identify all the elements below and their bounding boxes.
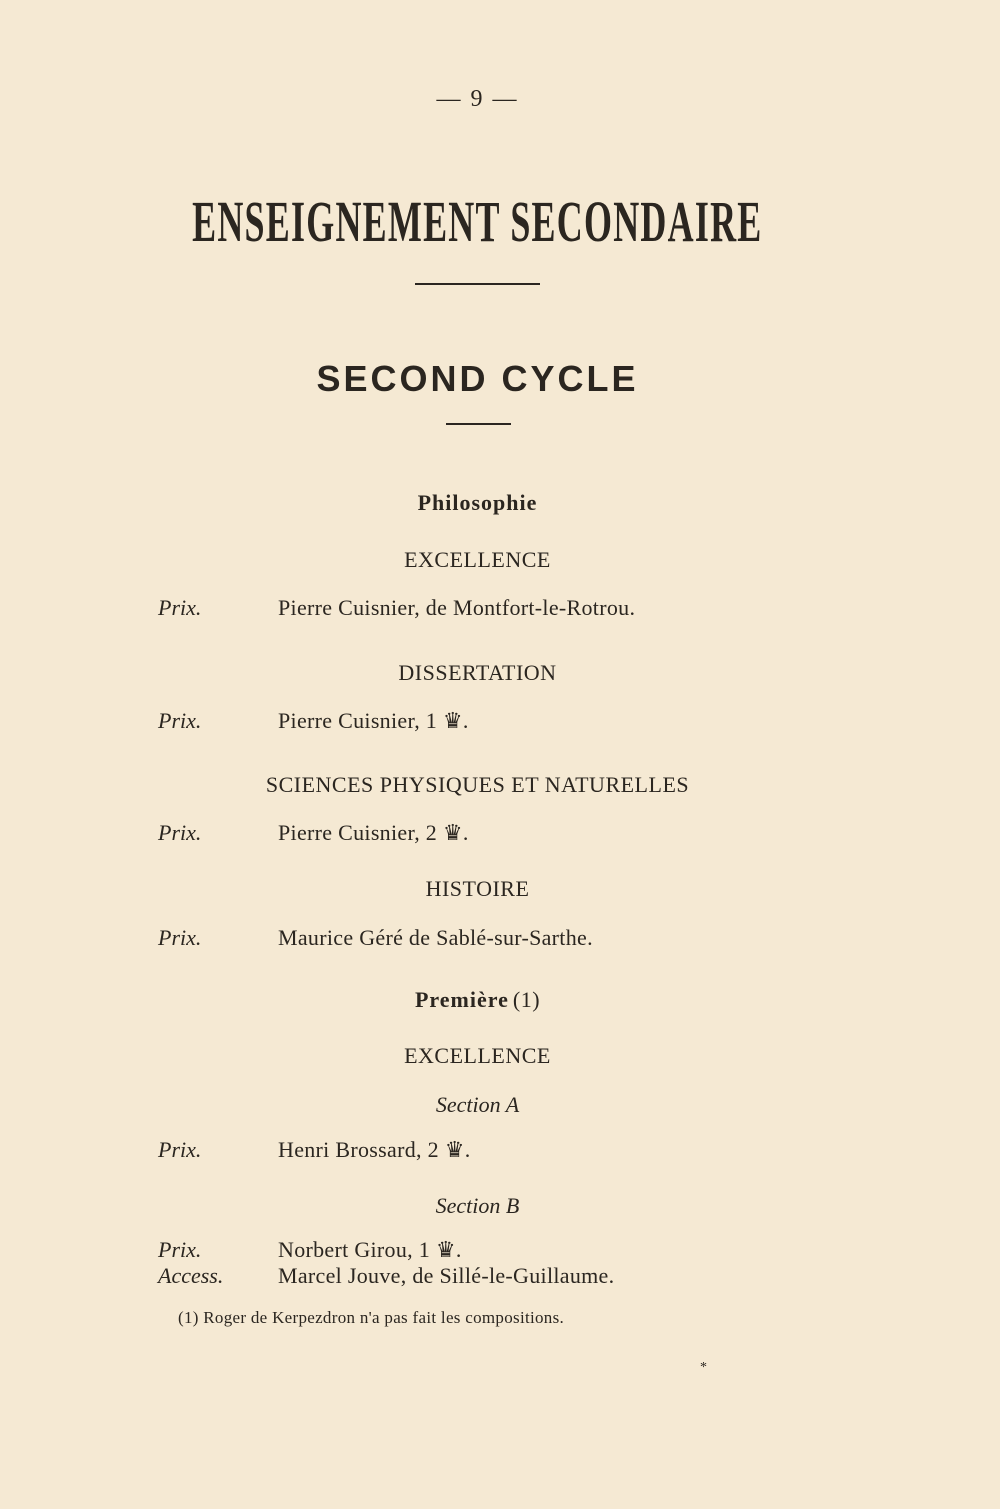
award-label: Access. xyxy=(158,1263,224,1288)
award-recipient: Pierre Cuisnier, 2 ♛. xyxy=(278,820,469,845)
award-label: Prix. xyxy=(158,925,202,950)
award-recipient: Norbert Girou, 1 ♛. xyxy=(278,1237,462,1262)
section-b-title: Section B xyxy=(435,1193,520,1218)
award-recipient: Maurice Géré de Sablé-sur-Sarthe. xyxy=(278,925,593,950)
class-heading-premiere-line xyxy=(0,987,955,1013)
award-label: Prix. xyxy=(158,595,202,620)
award-recipient: Pierre Cuisnier, de Montfort-le-Rotrou. xyxy=(278,595,636,620)
category-histoire: HISTOIRE xyxy=(425,876,530,901)
cycle-divider xyxy=(446,423,511,425)
cycle-title: SECOND CYCLE xyxy=(316,358,639,399)
class-heading-philosophie: Philosophie xyxy=(417,490,538,515)
award-recipient: Marcel Jouve, de Sillé-le-Guillaume. xyxy=(278,1263,615,1288)
category-excellence: EXCELLENCE xyxy=(404,1043,551,1068)
award-label: Prix. xyxy=(158,820,202,845)
section-a-title: Section A xyxy=(435,1092,520,1117)
award-label: Prix. xyxy=(158,708,202,733)
award-recipient: Henri Brossard, 2 ♛. xyxy=(278,1137,471,1162)
category-excellence: EXCELLENCE xyxy=(404,547,551,572)
class-heading-premiere: Première xyxy=(414,987,509,1012)
footnote: (1) Roger de Kerpezdron n'a pas fait les compositions. xyxy=(178,1308,565,1327)
award-recipient: Pierre Cuisnier, 1 ♛. xyxy=(278,708,469,733)
end-mark: * xyxy=(700,1360,707,1375)
page-number: — 9 — xyxy=(436,86,519,112)
award-label: Prix. xyxy=(158,1237,202,1262)
footnote-ref: (1) xyxy=(512,987,541,1012)
category-dissertation: DISSERTATION xyxy=(398,660,557,685)
award-label: Prix. xyxy=(158,1137,202,1162)
page-title: ENSEIGNEMENT SECONDAIRE xyxy=(192,189,763,254)
title-divider xyxy=(415,283,540,285)
category-sciences: SCIENCES PHYSIQUES ET NATURELLES xyxy=(265,772,690,797)
